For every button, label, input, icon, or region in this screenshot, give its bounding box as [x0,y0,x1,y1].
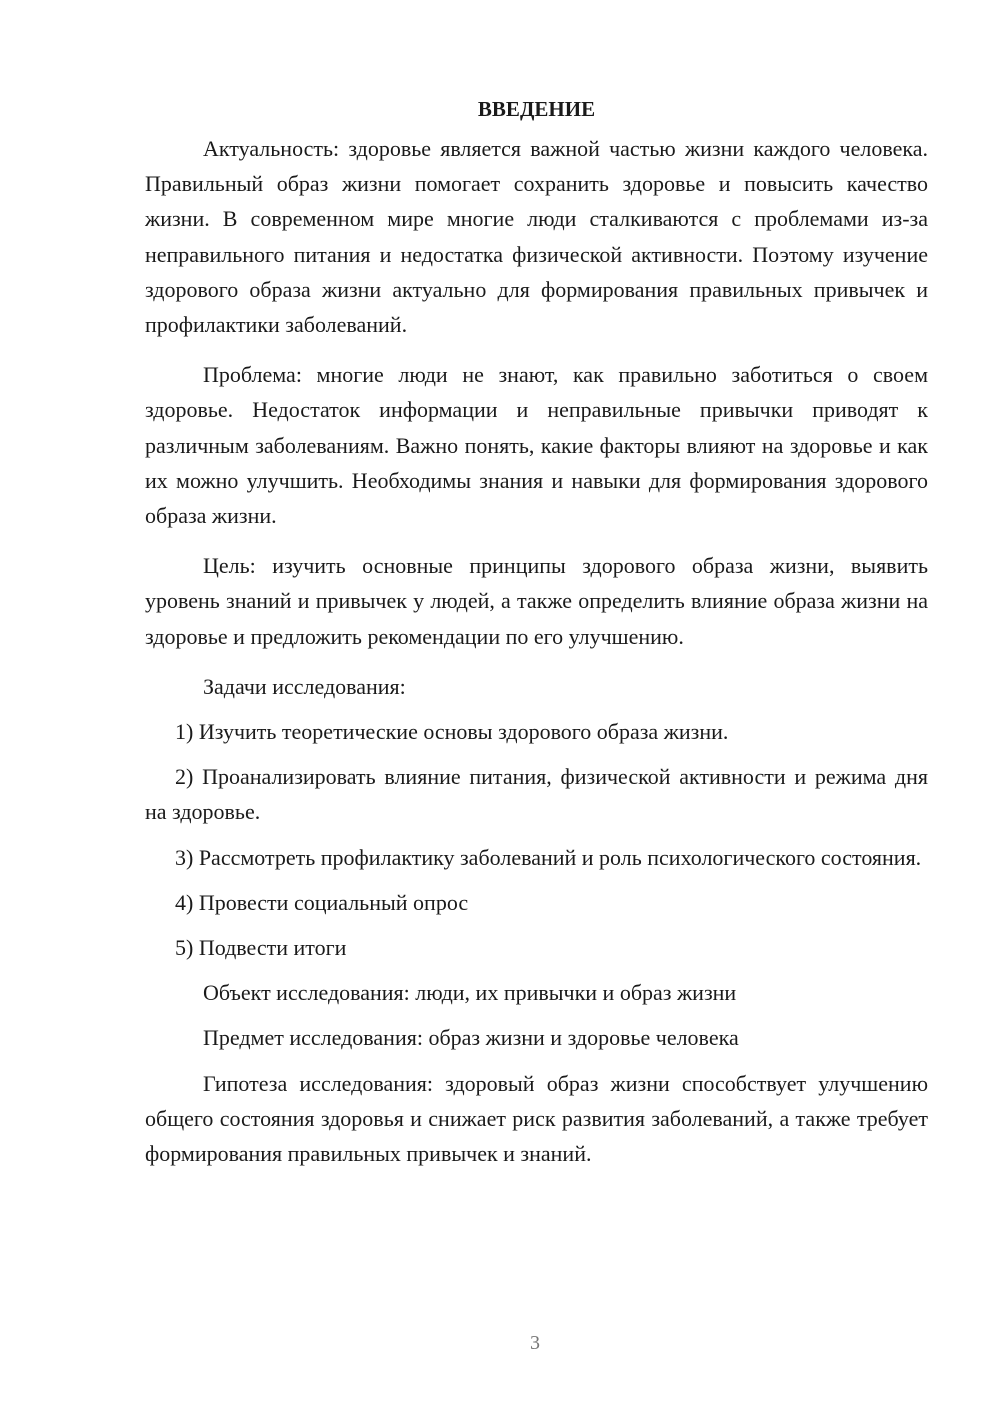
page-number: 3 [530,1332,540,1354]
paragraph-subject: Предмет исследования: образ жизни и здоровье человека [203,1025,739,1051]
paragraph-tasks-heading: Задачи исследования: [203,673,406,699]
document-body [145,92,928,1186]
paragraph-object: Объект исследования: люди, их привычки и образ жизни [203,980,737,1006]
task-item-4: 4) Провести социальный опрос [175,889,469,915]
section-title: ВВЕДЕНИЕ [477,97,596,121]
paragraph-problem: Проблема: многие люди не знают, как правильно заботиться о своем здоровье. Недостаток информации и неправильные привычки приводят к различным заболеваниям. Важно понять, какие факторы влияют на здоровье и как их можно улучшить. Необходимы знания и навыки для формирования здорового образа жизни. [145,362,928,529]
task-item-2: 2) Проанализировать влияние питания, физической активности и режима дня на здоровье. [145,764,928,825]
task-item-3: 3) Рассмотреть профилактику заболеваний и роль психологического состояния. [175,844,922,870]
paragraph-relevance: Актуальность: здоровье является важной частью жизни каждого человека. Правильный образ жизни помогает сохранить здоровье и повысить качество жизни. В современном мире многие люди сталкиваются с проблемами из-за неправильного питания и недостатка физической активности. Поэтому изучение здорового образа жизни актуально для формирования правильных привычек и профилактики заболеваний. [145,136,928,338]
task-item-1: 1) Изучить теоретические основы здорового образа жизни. [175,719,729,745]
task-item-5: 5) Подвести итоги [175,935,347,961]
paragraph-goal: Цель: изучить основные принципы здорового образа жизни, выявить уровень знаний и привычек у людей, а также определить влияние образа жизни на здоровье и предложить рекомендации по его улучшению. [145,553,928,649]
paragraph-hypothesis: Гипотеза исследования: здоровый образ жизни способствует улучшению общего состояния здоровья и снижает риск развития заболеваний, а также требует формирования правильных привычек и знаний. [145,1070,928,1167]
